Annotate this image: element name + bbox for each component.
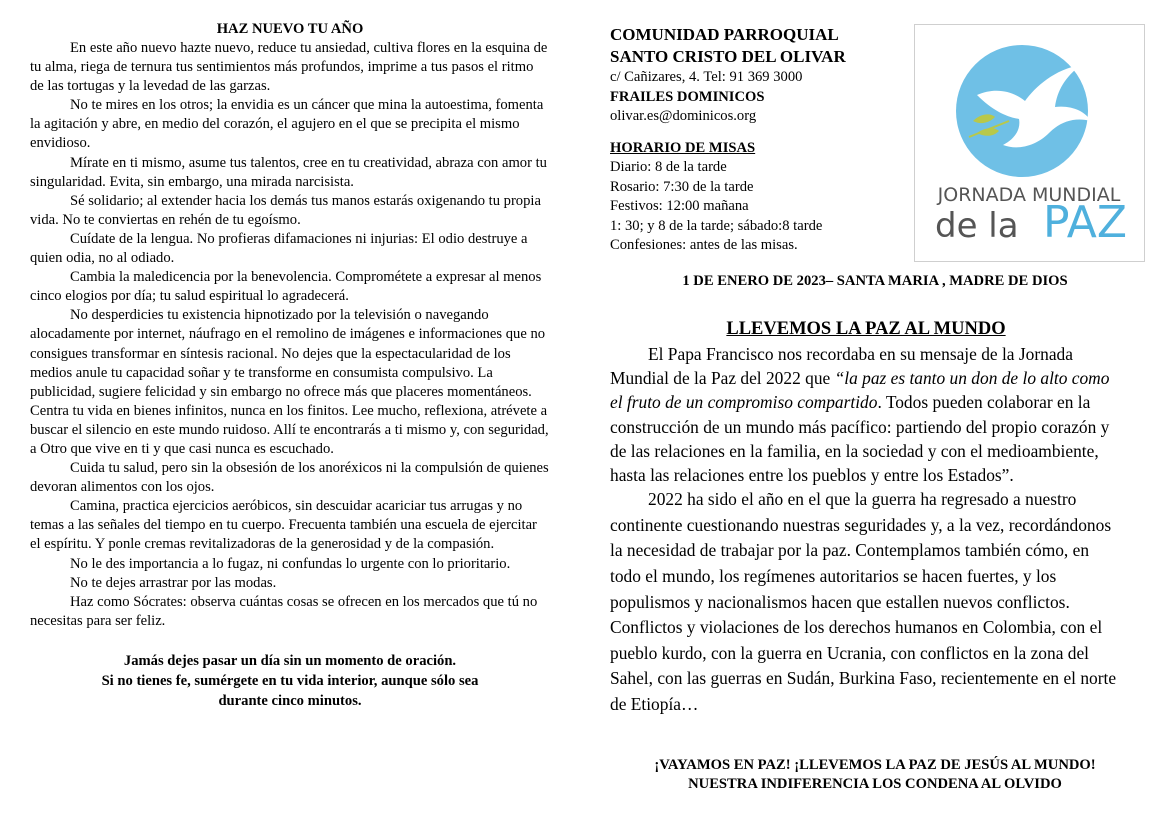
schedule-line: Confesiones: antes de las misas. bbox=[610, 237, 798, 253]
left-paragraph: No le des importancia a lo fugaz, ni confundas lo urgente con lo prioritario. bbox=[70, 555, 511, 572]
jornada-mundial-paz-logo bbox=[914, 24, 1145, 262]
left-paragraph: No desperdicies tu existencia hipnotizado por la televisión o navegando alocadamente por internet, náufrago en el remolino de imágenes e informaciones que no consigues transformar en síntesis racional. No dejes que la espectacularidad de los medios anule tu capacidad soñar y te transforme en consumista compulsivo. La publicidad, sugiere felicidad y sin embargo no ofrece más que placeres momentáneos. bbox=[30, 307, 546, 400]
address: c/ Cañizares, 4. Tel: 91 369 3000 bbox=[610, 69, 803, 85]
logo-line-1: JORNADA MUNDIAL bbox=[937, 184, 1121, 206]
left-paragraph: Camina, practica ejercicios aeróbicos, sin descuidar acariciar tus arrugas y no temas a las señales del tiempo en tu cuerpo. Frecuenta también una escuela de ejercitar el espíritu. Y ponle cremas revitalizadoras de la generosidad y de la compasión. bbox=[30, 498, 537, 553]
org-name-line-1: COMUNIDAD PARROQUIAL bbox=[610, 25, 839, 44]
left-title: HAZ NUEVO TU AÑO bbox=[216, 21, 364, 37]
closing-line-2: Si no tienes fe, sumérgete en tu vida interior, aunque sólo sea bbox=[101, 672, 479, 689]
org-name-line-2: SANTO CRISTO DEL OLIVAR bbox=[610, 47, 846, 66]
article-p1-text-end: . Todos pueden colaborar en la construcción de un mundo más pacífico: partiendo del propio corazón y de las relaciones en la familia, en la sociedad y con el medioambiente, hasta las relaciones entre los pueblos y entre los Estados”. bbox=[610, 392, 1110, 486]
left-column bbox=[30, 20, 550, 711]
date-line: 1 DE ENERO DE 2023– SANTA MARIA , MADRE DE DIOS bbox=[682, 273, 1068, 289]
closing-line-3: durante cinco minutos. bbox=[218, 692, 362, 709]
left-paragraph: No te dejes arrastrar por las modas. bbox=[70, 574, 277, 591]
left-paragraph: Cambia la maledicencia por la benevolencia. Comprométete a expresar al menos cinco elogios por día; tu salud espiritual lo agradecerá. bbox=[30, 269, 542, 305]
order-name: FRAILES DOMINICOS bbox=[610, 88, 765, 105]
schedule-line: Diario: 8 de la tarde bbox=[610, 159, 727, 175]
slogan bbox=[610, 756, 1140, 794]
left-paragraph: No te mires en los otros; la envidia es un cáncer que mina la autoestima, fomenta la agitación y abre, en medio del corazón, el agujero en el que se precipita el mismo envidioso. bbox=[30, 97, 544, 152]
schedule-line: 1: 30; y 8 de la tarde; sábado:8 tarde bbox=[610, 217, 823, 234]
article-title: LLEVEMOS LA PAZ AL MUNDO bbox=[726, 319, 1006, 339]
left-paragraph: Haz como Sócrates: observa cuántas cosas se ofrecen en los mercados que tú no necesitas para ser feliz. bbox=[30, 593, 538, 629]
left-paragraph: Sé solidario; al extender hacia los demás tus manos estarás oxigenando tu propia vida. No te conviertas en rehén de tu egoísmo. bbox=[30, 192, 541, 228]
logo-line-2a: de la bbox=[935, 206, 1019, 246]
left-paragraph: En este año nuevo hazte nuevo, reduce tu ansiedad, cultiva flores en la esquina de tu alma, riega de ternura tus sentimientos más profundos, imprime a tus pasos el ritmo de las tortugas y la levedad de las garzas. bbox=[30, 40, 548, 95]
peace-dove-icon bbox=[915, 25, 1144, 261]
left-paragraph: Mírate en ti mismo, asume tus talentos, cree en tu creatividad, abraza con amor tu singularidad. Evita, sin embargo, una mirada narcisista. bbox=[30, 154, 547, 190]
left-paragraph: Cuida tu salud, pero sin la obsesión de los anoréxicos ni la compulsión de quienes devoran alimentos con los ojos. bbox=[30, 460, 549, 496]
logo-line-2b: PAZ bbox=[1043, 197, 1127, 248]
closing-line-1: Jamás dejes pasar un día sin un momento de oración. bbox=[123, 652, 457, 669]
article-paragraph-2: 2022 ha sido el año en el que la guerra ha regresado a nuestro continente cuestionando nuestras seguridades y, a la vez, recordándonos la necesidad de trabajar por la paz. Contemplamos también cómo, en todo el mundo, los regímenes autoritarios se hacen fuertes, y los populismos y nacionalismos hacen que estallen nuevos conflictos. Conflictos y violaciones de los derechos humanos en Colombia, con el pueblo kurdo, con la guerra en Ucrania, con conflictos en la zona del Sahel, con las guerras en Sudán, Burkina Faso, recientemente en el norte de Etiopía… bbox=[610, 489, 1117, 714]
schedule-line: Festivos: 12:00 mañana bbox=[610, 198, 749, 214]
email: olivar.es@dominicos.org bbox=[610, 108, 757, 124]
left-paragraph: Cuídate de la lengua. No profieras difamaciones ni injurias: El odio destruye a quien odia, no al odiado. bbox=[30, 230, 528, 267]
article bbox=[610, 318, 1122, 718]
article-paragraph-1 bbox=[610, 342, 1122, 487]
slogan-line-2: NUESTRA INDIFERENCIA LOS CONDENA AL OLVIDO bbox=[688, 776, 1062, 792]
mass-schedule-heading: HORARIO DE MISAS bbox=[610, 139, 756, 156]
left-paragraph: Centra tu vida en bienes infinitos, nunca en los finitos. Lee mucho, reflexiona, atrévete a buscar el silencio en este mundo ruidoso. Allí te encontrarás a ti mismo y, con seguridad, a Otro que vive en ti y que casi nunca es escuchado. bbox=[30, 402, 549, 457]
slogan-line-1: ¡VAYAMOS EN PAZ! ¡LLEVEMOS LA PAZ DE JESÚS AL MUNDO! bbox=[654, 757, 1096, 773]
closing-message bbox=[30, 651, 550, 711]
left-paragraphs bbox=[30, 39, 550, 631]
schedule-line: Rosario: 7:30 de la tarde bbox=[610, 178, 754, 195]
article-p1-quote: “la paz es tanto un don de lo alto como el fruto de un compromiso compartido bbox=[610, 368, 1110, 413]
article-p1-text: El Papa Francisco nos recordaba en su mensaje de la Jornada Mundial de la Paz del 2022 que bbox=[610, 344, 1073, 389]
